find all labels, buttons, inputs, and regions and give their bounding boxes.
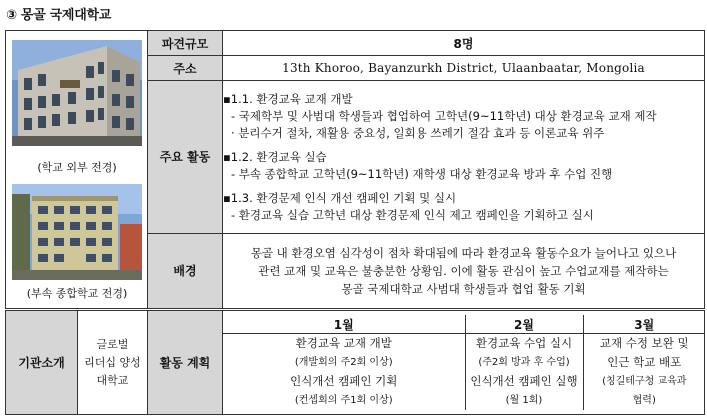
exterior-photo-caption: (학교 외부 전경) xyxy=(37,161,117,174)
dispatch-label: 파견규모 xyxy=(148,31,223,56)
org-description-line: 대학교 xyxy=(96,373,129,387)
activity-detail: - 부속 종합학교 고학년(9~11학년) 재학생 대상 환경교육 방과 후 수업 진행 xyxy=(231,167,613,182)
activity-heading: ▪1.1. 환경교육 교재 개발 xyxy=(223,92,353,107)
background-line: 몽골 국제대학교 사범대 학생들과 협업 활동 기획 xyxy=(341,281,586,296)
month-header: 1월 xyxy=(223,315,465,334)
activity-item xyxy=(223,91,704,142)
affiliated-photo-caption: (부속 종합학교 전경) xyxy=(26,287,128,300)
plan-line: (컨셉회의 주1회 이상) xyxy=(294,395,393,406)
section-title: ③ 몽골 국제대학교 xyxy=(6,8,111,23)
plan-line: 환경교육 수업 실시 xyxy=(475,336,573,350)
activity-detail: - 환경교육 실습 고학년 대상 환경문제 인식 제고 캠페인을 기획하고 실시 xyxy=(231,208,594,223)
plan-line: 협력) xyxy=(632,395,656,406)
activity-detail: - 국제학부 및 사범대 학생들과 협업하여 고학년(9~11학년) 대상 환경교육 교재 제작 xyxy=(231,109,657,124)
plan-month-2 xyxy=(465,334,583,411)
dispatch-value: 8명 xyxy=(223,31,705,56)
plan-cell xyxy=(223,311,705,415)
plan-line: (칭길테구청 교육과 xyxy=(602,376,687,387)
background-line: 몽골 내 환경오염 심각성이 점차 확대됨에 따라 환경교육 활동수요가 늘어나고 있으나 xyxy=(250,245,677,260)
activities-list xyxy=(223,81,705,234)
org-table xyxy=(5,310,705,415)
plan-table xyxy=(223,315,705,410)
activities-label: 주요 활동 xyxy=(148,81,223,234)
activity-heading: ▪1.2. 환경교육 실습 xyxy=(223,150,327,165)
plan-line: 교재 수정 보완 및 xyxy=(599,336,689,350)
university-building-photo xyxy=(12,40,142,146)
info-table xyxy=(5,30,705,309)
plan-line: (주2회 방과 후 수업) xyxy=(478,357,570,368)
plan-line: 인식개선 캠페인 기획 xyxy=(290,374,398,388)
plan-month-1 xyxy=(223,334,465,411)
plan-line: 인근 학교 배포 xyxy=(607,355,682,369)
background-text xyxy=(223,233,705,308)
plan-month-3 xyxy=(583,334,705,411)
address-value: 13th Khoroo, Bayanzurkh District, Ulaanbaatar, Mongolia xyxy=(223,56,705,81)
affiliated-school-photo xyxy=(12,184,142,280)
activity-item xyxy=(223,190,704,224)
plan-line: 인식개선 캠페인 실행 xyxy=(470,374,578,388)
plan-line: (월 1회) xyxy=(505,395,543,406)
address-label: 주소 xyxy=(148,56,223,81)
org-label: 기관소개 xyxy=(6,311,78,415)
photo-column xyxy=(6,31,148,309)
activity-detail: · 분리수거 절차, 재활용 중요성, 일회용 쓰레기 절감 효과 등 이론교육 위주 xyxy=(231,126,605,141)
plan-line: 환경교육 교재 개발 xyxy=(295,336,392,350)
month-header: 2월 xyxy=(465,315,583,334)
plan-label: 활동 계획 xyxy=(148,311,223,415)
background-line: 관련 교재 및 교육은 불충분한 상황임. 이에 활동 관심이 높고 수업교재를 제작하는 xyxy=(258,263,669,278)
org-description xyxy=(78,311,148,415)
plan-line: (개발회의 주2회 이상) xyxy=(294,357,393,368)
org-description-line: 리더십 양성 xyxy=(84,355,141,369)
month-header: 3월 xyxy=(583,315,705,334)
background-label: 배경 xyxy=(148,233,223,308)
activity-heading: ▪1.3. 환경문제 인식 개선 캠페인 기획 및 실시 xyxy=(223,191,457,206)
activity-item xyxy=(223,149,704,183)
org-description-line: 글로벌 xyxy=(96,337,129,351)
